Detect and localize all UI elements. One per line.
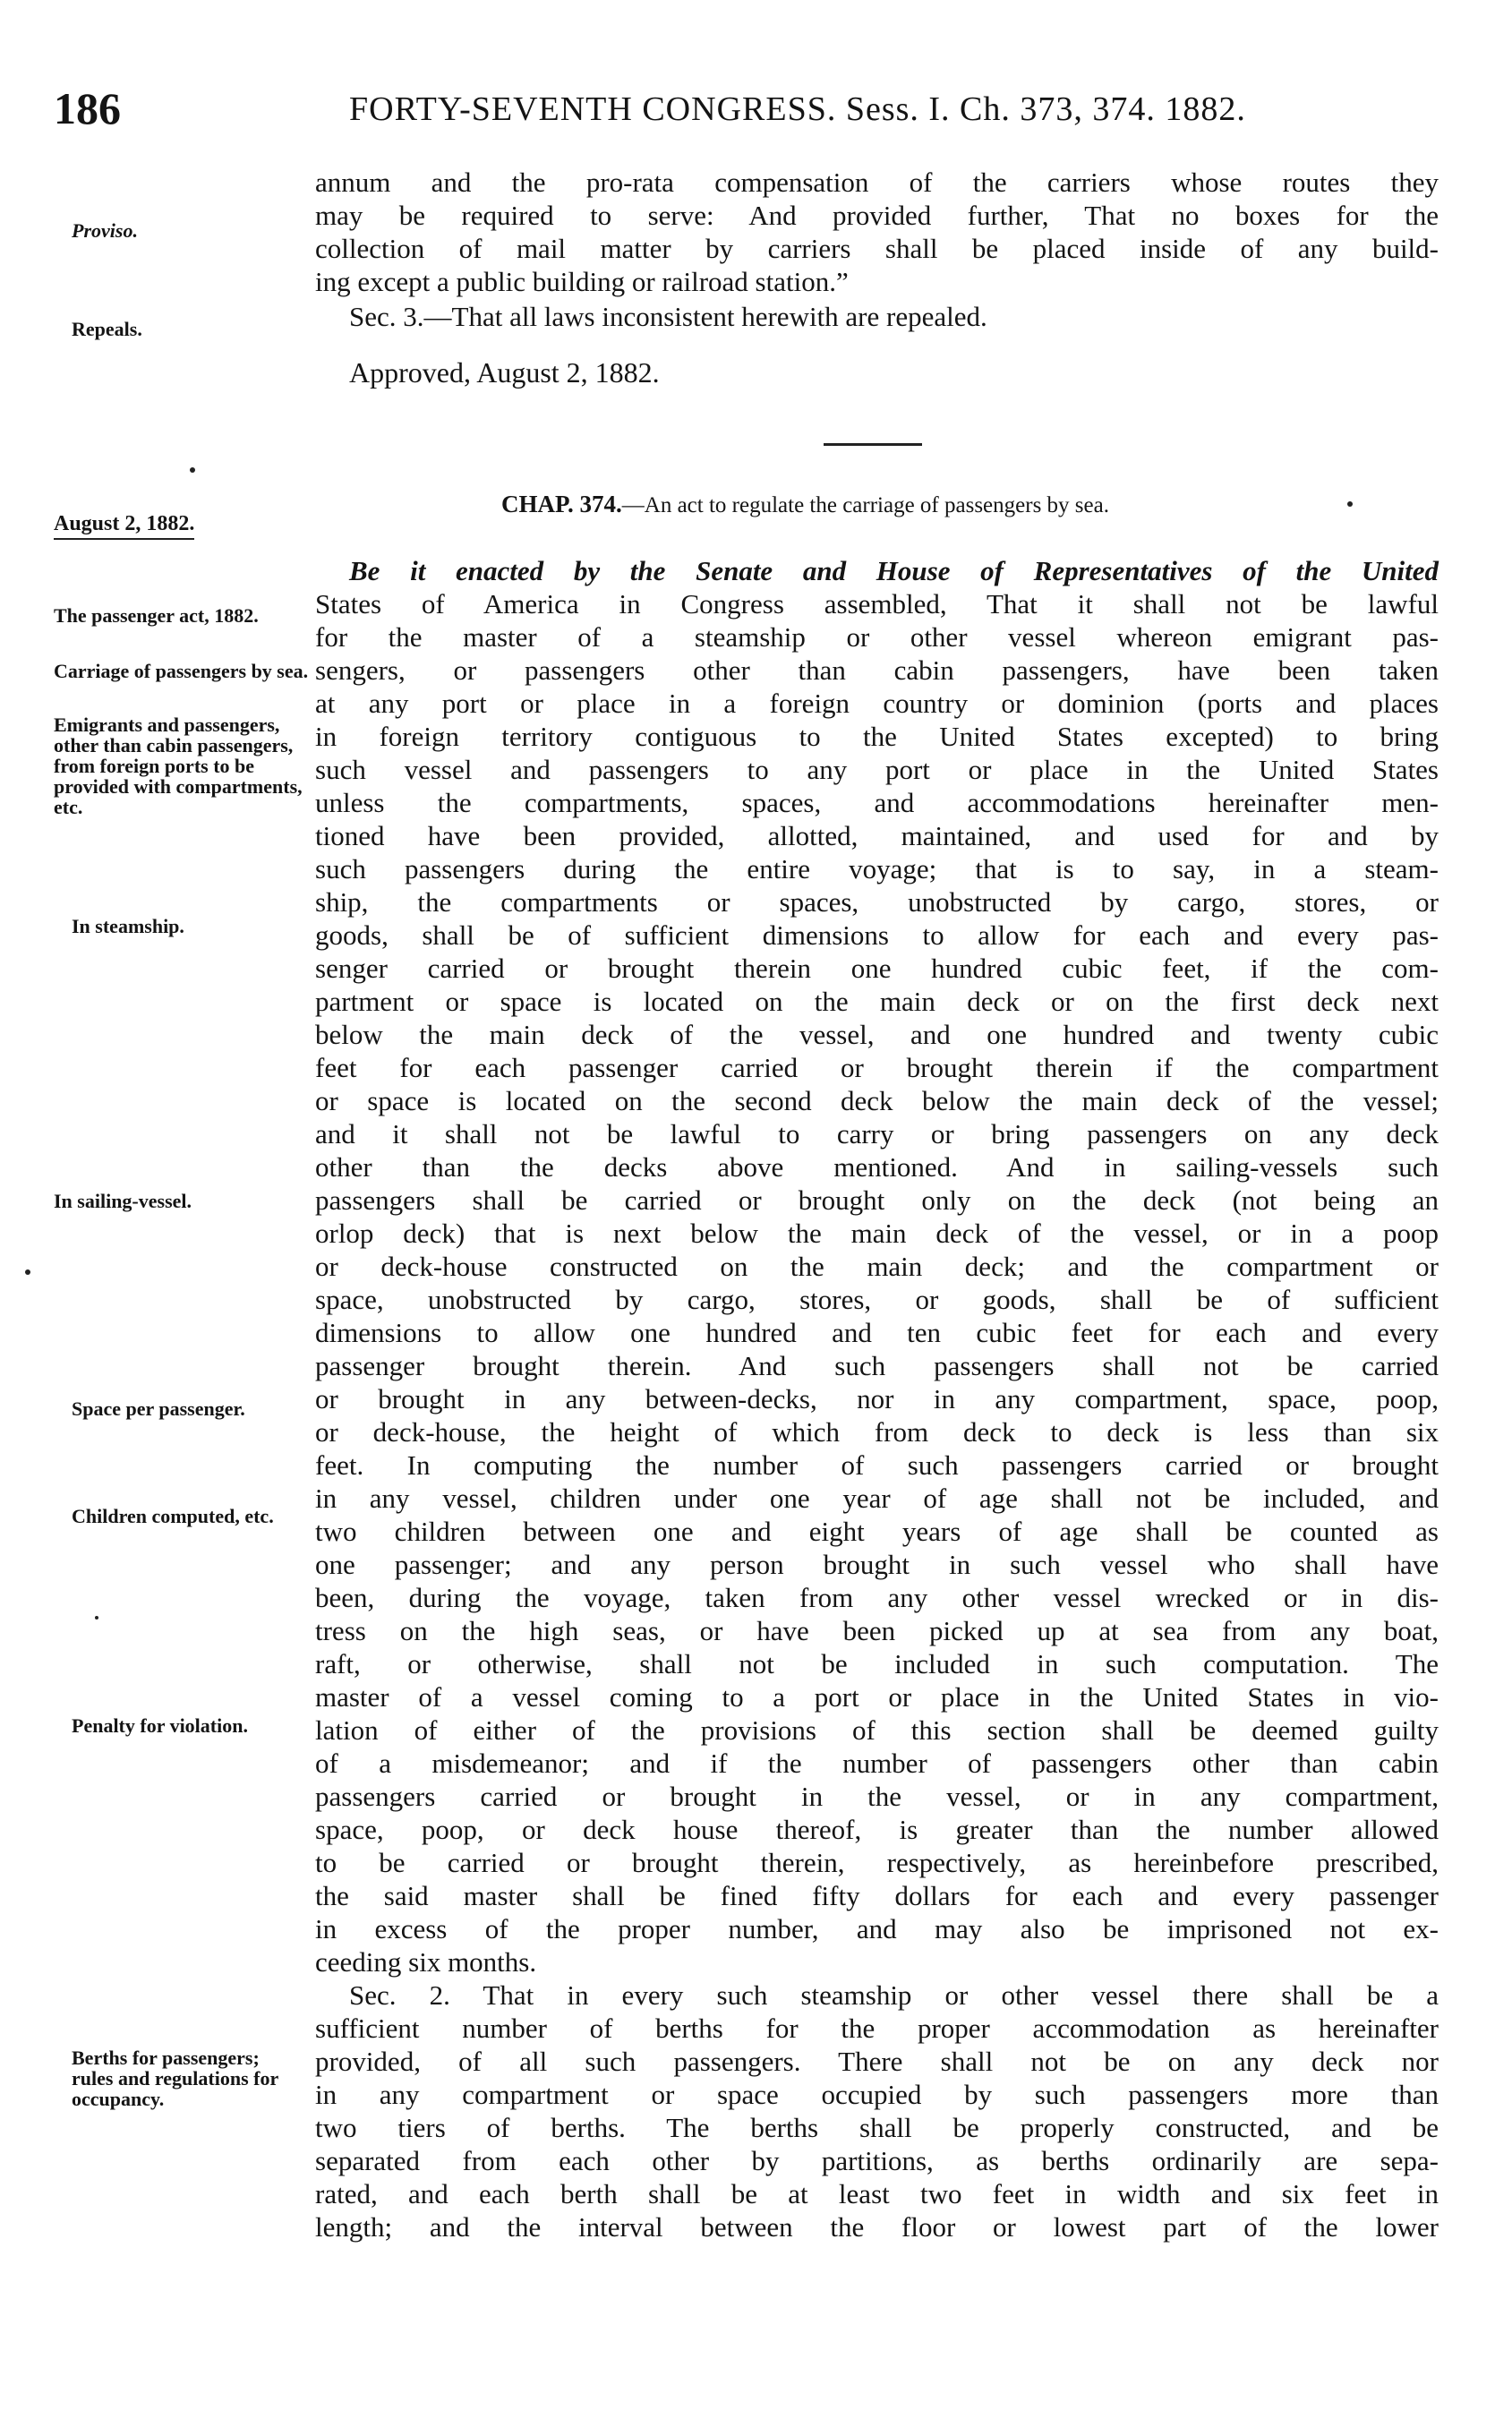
text-line: in any vessel, children under one year of age shall not be included, and [315,1483,1439,1514]
text-line: space, unobstructed by cargo, stores, or goods, shall be of sufficient [315,1284,1439,1315]
text-line: such vessel and passengers to any port or place in the United States [315,754,1439,785]
text-line: senger carried or brought therein one hundred cubic feet, if the com- [315,953,1439,984]
margin-note-passenger-act: The passenger act, 1882. [54,604,259,627]
text-line: tioned have been provided, allotted, maintained, and used for and by [315,820,1439,851]
text-line: Sec. 3.—That all laws inconsistent herewith are repealed. [349,301,987,332]
text-line: separated from each other by partitions, as berths ordinarily are sepa- [315,2145,1439,2176]
print-speck [95,1616,98,1619]
text-line: other than the decks above mentioned. And in sailing-vessels such [315,1151,1439,1183]
page-header [54,82,1450,136]
chapter-number: CHAP. 374. [501,491,622,517]
text-line: two tiers of berths. The berths shall be properly constructed, and be [315,2112,1439,2143]
chapter-title [501,491,1109,518]
text-line: Sec. 2. That in every such steamship or other vessel there shall be a [349,1979,1439,2011]
text-line: space, poop, or deck house thereof, is greater than the number allowed [315,1814,1439,1845]
text-line: for the master of a steamship or other vessel whereon emigrant pas- [315,621,1439,653]
margin-note-children: Children computed, etc. [72,1505,274,1527]
margin-note-penalty: Penalty for violation. [72,1714,248,1737]
print-speck [1347,501,1353,507]
running-head: FORTY-SEVENTH CONGRESS. Sess. I. Ch. 373, 374. 1882. [349,90,1246,128]
text-line: or deck-house, the height of which from deck to deck is less than six [315,1416,1439,1448]
text-line: partment or space is located on the main deck or on the first deck next [315,986,1439,1017]
text-line: annum and the pro-rata compensation of the carriers whose routes they [315,167,1439,198]
margin-note-sailing-vessel: In sailing-vessel. [54,1190,192,1212]
text-line: passengers shall be carried or brought only on the deck (not being an [315,1184,1439,1216]
text-line: passengers carried or brought in the vessel, or in any compartment, [315,1781,1439,1812]
margin-note-steamship: In steamship. [72,915,184,937]
chapter-date: August 2, 1882. [54,512,194,540]
text-line: ing except a public building or railroad station.” [315,266,849,297]
text-line: lation of either of the provisions of this section shall be deemed guilty [315,1714,1439,1746]
text-line: unless the compartments, spaces, and accommodations hereinafter men- [315,787,1439,818]
margin-note-berths: Berths for passengers; rules and regulations for occupancy. [72,2047,278,2110]
text-line: at any port or place in a foreign country or dominion (ports and places [315,688,1439,719]
text-line: such passengers during the entire voyage; that is to say, in a steam- [315,853,1439,885]
text-line: to be carried or brought therein, respectively, as hereinbefore prescribed, [315,1847,1439,1878]
text-line: passenger brought therein. And such passengers shall not be carried [315,1350,1439,1381]
text-line: tress on the high seas, or have been picked up at sea from any boat, [315,1615,1439,1646]
text-line: the said master shall be fined fifty dollars for each and every passenger [315,1880,1439,1911]
text-line: one passenger; and any person brought in such vessel who shall have [315,1549,1439,1580]
text-line: orlop deck) that is next below the main deck of the vessel, or in a poop [315,1218,1439,1249]
text-line: length; and the interval between the floor or lowest part of the lower [315,2211,1439,2243]
text-line: or space is located on the second deck below the main deck of the vessel; [315,1085,1439,1116]
text-line: dimensions to allow one hundred and ten cubic feet for each and every [315,1317,1439,1348]
text-line: feet for each passenger carried or brought therein if the compartment [315,1052,1439,1083]
text-line: rated, and each berth shall be at least two feet in width and six feet in [315,2178,1439,2209]
margin-note-carriage: Carriage of passengers by sea. [54,660,309,682]
text-line: in foreign territory contiguous to the United States excepted) to bring [315,721,1439,752]
margin-note-proviso: Proviso. [72,219,138,242]
text-line: States of America in Congress assembled, That it shall not be lawful [315,588,1439,620]
text-line: may be required to serve: And provided further, That no boxes for the [315,200,1439,231]
text-line: ship, the compartments or spaces, unobstructed by cargo, stores, or [315,886,1439,918]
section-divider [824,443,922,446]
text-line: two children between one and eight years of age shall be counted as [315,1516,1439,1547]
margin-note-repeals: Repeals. [72,318,142,340]
text-line: sufficient number of berths for the proper accommodation as hereinafter [315,2013,1439,2044]
text-line: in excess of the proper number, and may also be imprisoned not ex- [315,1913,1439,1944]
text-line: ceeding six months. [315,1946,537,1978]
text-line: goods, shall be of sufficient dimensions to allow for each and every pas- [315,919,1439,951]
text-line: sengers, or passengers other than cabin passengers, have been taken [315,654,1439,686]
approved-line: Approved, August 2, 1882. [349,356,660,389]
text-line: in any compartment or space occupied by such passengers more than [315,2079,1439,2110]
margin-note-space: Space per passenger. [72,1397,245,1420]
enacting-clause: Be it enacted by the Senate and House of Representatives of the United [349,555,1439,586]
page-number: 186 [54,83,121,133]
chapter-title-text: —An act to regulate the carriage of passengers by sea. [621,493,1109,517]
text-line: provided, of all such passengers. There shall not be on any deck nor [315,2046,1439,2077]
text-line: or deck-house constructed on the main deck; and the compartment or [315,1251,1439,1282]
margin-note-emigrants: Emigrants and passengers, other than cabin passengers, from foreign ports to be provided with compartments, etc. [54,714,303,818]
text-line: master of a vessel coming to a port or place in the United States in vio- [315,1681,1439,1713]
text-line: and it shall not be lawful to carry or bring passengers on any deck [315,1118,1439,1149]
text-line: raft, or otherwise, shall not be included in such computation. The [315,1648,1439,1679]
print-speck [190,467,195,473]
text-line: been, during the voyage, taken from any other vessel wrecked or in dis- [315,1582,1439,1613]
text-line: collection of mail matter by carriers shall be placed inside of any build- [315,233,1439,264]
text-line: of a misdemeanor; and if the number of passengers other than cabin [315,1748,1439,1779]
text-line: below the main deck of the vessel, and one hundred and twenty cubic [315,1019,1439,1050]
text-line: feet. In computing the number of such passengers carried or brought [315,1449,1439,1481]
print-speck [25,1269,30,1275]
text-line: or brought in any between-decks, nor in any compartment, space, poop, [315,1383,1439,1414]
